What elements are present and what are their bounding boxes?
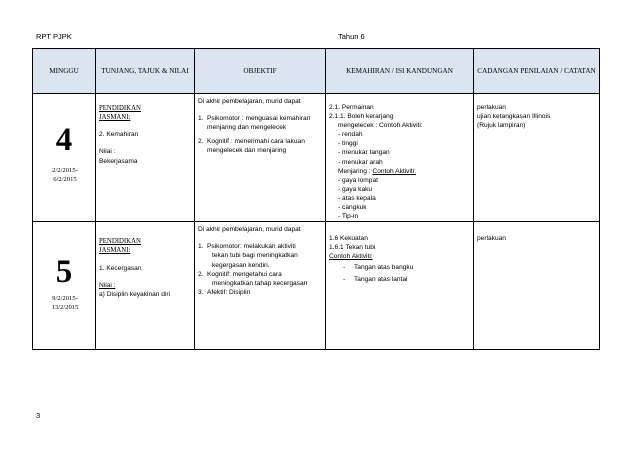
objective-cont: kegergasan kendiri. bbox=[212, 261, 270, 269]
skill-line: 1.6.1 Tekan tubi bbox=[329, 244, 376, 252]
note-line: perlakuan bbox=[477, 104, 506, 111]
week-cell bbox=[33, 222, 96, 350]
header-left: RPT PJPK bbox=[36, 32, 72, 41]
week-cell bbox=[33, 94, 96, 222]
objective-item bbox=[198, 137, 322, 146]
skill-list-item: - tinggi bbox=[338, 140, 358, 148]
topic-title bbox=[99, 237, 191, 255]
page-number: 3 bbox=[36, 411, 41, 420]
header-right: Tahun 6 bbox=[338, 32, 365, 41]
skill-line: 2.1.1. Boleh kerarjang bbox=[329, 113, 394, 121]
nilai-label: Nilai : bbox=[99, 281, 116, 289]
skill-list-item: - gaya lompat bbox=[338, 176, 378, 184]
topic-cell bbox=[96, 94, 195, 222]
topic-title bbox=[99, 104, 191, 122]
topic-title-line: PENDIDIKAN bbox=[99, 238, 141, 246]
week-number: 4 bbox=[55, 122, 73, 158]
objective-cont: meningkatkan tahap kecergasan bbox=[212, 279, 308, 287]
objective-cont: mengelecek dan menjaring bbox=[207, 147, 287, 155]
skill-list-item: - menukar arah bbox=[338, 158, 383, 166]
column-header-topic: TUNJANG, TAJUK & NILAI bbox=[96, 49, 195, 94]
objective-number: 1. bbox=[198, 243, 204, 251]
note-line: perlakuan bbox=[477, 235, 506, 243]
nilai-value: Bekerjasama bbox=[99, 157, 138, 165]
objective-text: Afektif: Disiplin bbox=[207, 288, 251, 296]
skill-list-item: - rendah bbox=[338, 131, 363, 139]
topic-title-line: JASMANI: bbox=[99, 114, 131, 122]
skill-line-underlined: Contoh Aktiviti: bbox=[372, 167, 417, 175]
topic-title-line: PENDIDIKAN bbox=[99, 105, 141, 112]
objective-intro: Di akhir pembelajaran, murid dapat bbox=[198, 98, 301, 105]
table-header-row bbox=[33, 49, 600, 94]
subtopic: 1. Kecergasan bbox=[99, 264, 142, 272]
skill-list-item: - Tangan atas bangku bbox=[343, 263, 414, 271]
skills-cell bbox=[326, 222, 474, 350]
nilai-label: Nilai : bbox=[99, 148, 116, 156]
column-header-week: MINGGU bbox=[33, 49, 96, 94]
week-date-start: 2/2/2015- bbox=[52, 167, 78, 174]
objective-number: 3. bbox=[198, 288, 204, 296]
objective-cell bbox=[195, 222, 326, 350]
objective-number: 2. bbox=[198, 138, 204, 146]
skill-line: mengelecek : Contoh Aktiviti: bbox=[338, 122, 423, 130]
column-header-objective: OBJEKTIF bbox=[195, 49, 326, 94]
notes-cell bbox=[474, 222, 600, 350]
objective-item bbox=[198, 114, 322, 123]
notes-cell bbox=[474, 94, 600, 222]
objective-number: 1. bbox=[198, 115, 204, 123]
column-header-notes: CADANGAN PENILAIAN / CATATAN bbox=[474, 49, 600, 94]
skill-line: 1.6 Kekuatan bbox=[329, 235, 368, 243]
skill-list-item: - Tangan atas lantai bbox=[343, 275, 408, 283]
objective-item bbox=[198, 270, 322, 279]
subtopic: 2. Kemahiran bbox=[99, 131, 139, 139]
objective-text: Kognitif: mengetahui cara bbox=[207, 270, 282, 278]
skill-line-prefix: Menjaring : bbox=[338, 167, 373, 175]
objective-item bbox=[198, 242, 322, 251]
objective-cont: tekan tubi bagi meningkatkan bbox=[212, 252, 298, 260]
topic-title-line: JASMANI: bbox=[99, 247, 131, 255]
week-number: 5 bbox=[55, 254, 73, 291]
objective-text: Kognitif : menerimahi cara lakuan bbox=[207, 138, 305, 146]
skill-line: Contoh Aktiviti: bbox=[329, 253, 373, 261]
note-line: ujian ketangkasan Illinois bbox=[477, 113, 551, 121]
column-header-skills: KEMAHIRAN / ISI KANDUNGAN bbox=[326, 49, 474, 94]
skill-list-item: - menukar tangan bbox=[338, 149, 390, 157]
objective-number: 2. bbox=[198, 270, 204, 278]
objective-cell bbox=[195, 94, 326, 222]
week-date-end: 13/2/2015 bbox=[51, 304, 79, 312]
nilai-value: a) Disiplin keyakinan diri bbox=[99, 290, 171, 298]
objective-item bbox=[198, 288, 322, 297]
note-line: (Rujuk lampiran) bbox=[477, 122, 526, 130]
skill-list-item: - atas kepala bbox=[338, 194, 376, 202]
objective-text: Psikomotor : menguasai kemahiran bbox=[207, 115, 311, 123]
week-date-start: 9/2/2015- bbox=[52, 295, 78, 303]
objective-text: Psikomotor: melakukan aktiviti bbox=[207, 243, 296, 251]
topic-cell bbox=[96, 222, 195, 350]
skill-list-item: - gaya kaku bbox=[338, 185, 373, 193]
skill-list-item: - cangkuk bbox=[338, 204, 367, 212]
table-row bbox=[33, 94, 600, 222]
skill-line: 2.1. Permainan bbox=[329, 104, 374, 111]
week-date-end: 6/2/2015 bbox=[53, 175, 77, 183]
lesson-plan-table bbox=[32, 48, 600, 350]
table-row bbox=[33, 222, 600, 350]
skill-list-text: Tangan atas bangku bbox=[354, 263, 414, 271]
skills-cell bbox=[326, 94, 474, 222]
skill-line bbox=[329, 167, 470, 176]
skill-list-text: Tangan atas lantai bbox=[354, 275, 408, 283]
objective-intro: Di akhir pembelajaran, murid dapat bbox=[198, 226, 301, 234]
week-dates bbox=[37, 167, 93, 185]
skill-list-item: - Tip-in bbox=[338, 213, 359, 221]
week-dates bbox=[37, 295, 93, 313]
objective-cont: menjaring dan mengelecek bbox=[207, 124, 287, 132]
